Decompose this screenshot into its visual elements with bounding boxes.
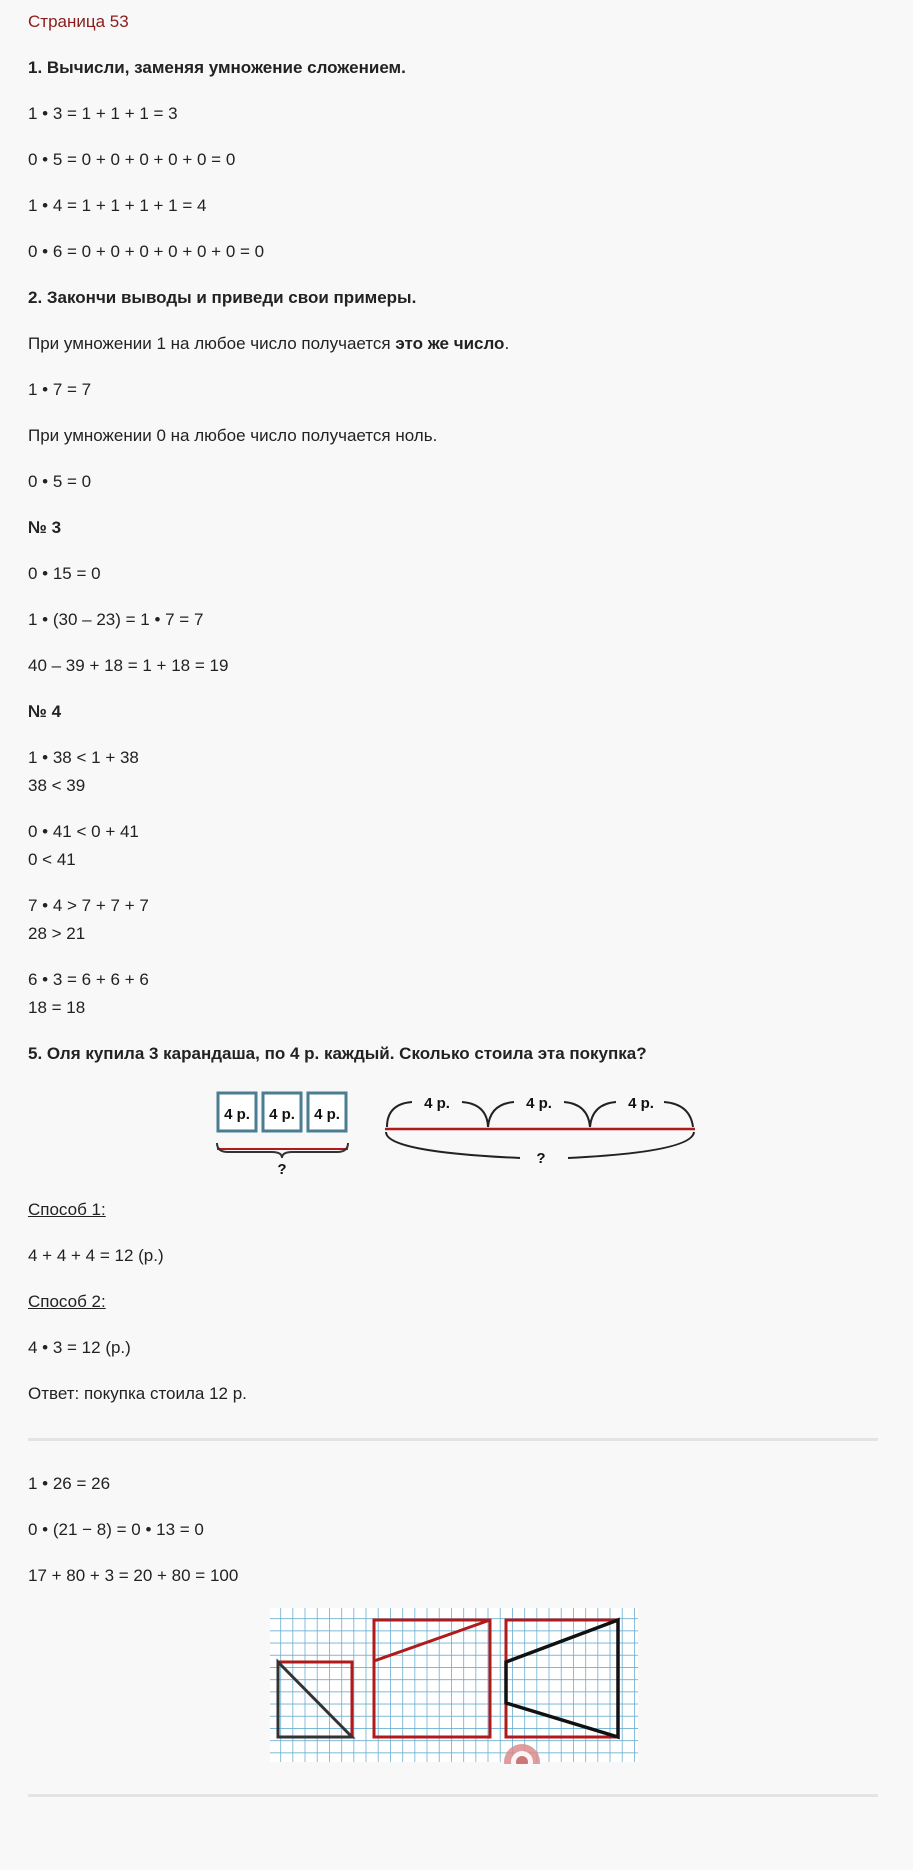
- page-title: Страница 53: [28, 12, 129, 31]
- divider-1: [28, 1438, 878, 1441]
- task4-line-2a: 0 • 41 < 0 + 41: [28, 822, 139, 841]
- method2-label: Способ 2:: [28, 1292, 106, 1311]
- task1-heading: 1. Вычисли, заменяя умножение сложением.: [28, 58, 406, 77]
- price-boxes: [217, 1093, 348, 1178]
- task4-line-1b: 38 < 39: [28, 776, 86, 795]
- task2-rule-1: [28, 334, 509, 354]
- task3-line-1: 0 • 15 = 0: [28, 564, 101, 583]
- arc-label-2: 4 р.: [526, 1095, 552, 1112]
- arc-question: ?: [536, 1150, 546, 1167]
- task1-line-1: 1 • 3 = 1 + 1 + 1 = 3: [28, 104, 178, 123]
- rule1-prefix: При умножении 1 на любое число получается: [28, 334, 396, 353]
- task2-example-2: 0 • 5 = 0: [28, 472, 92, 491]
- task4-line-2b: 0 < 41: [28, 850, 76, 869]
- task4-line-3a: 7 • 4 > 7 + 7 + 7: [28, 896, 149, 915]
- divider-2: [28, 1794, 878, 1797]
- price-box-label-2: 4 р.: [269, 1106, 295, 1123]
- extra-line-3: 17 + 80 + 3 = 20 + 80 = 100: [28, 1566, 239, 1585]
- method1-line: 4 + 4 + 4 = 12 (р.): [28, 1246, 164, 1265]
- extra-line-2: 0 • (21 − 8) = 0 • 13 = 0: [28, 1520, 204, 1539]
- task4-heading: № 4: [28, 702, 62, 721]
- task2-heading: 2. Закончи выводы и приведи свои примеры.: [28, 288, 417, 307]
- boxes-brace: [217, 1143, 348, 1158]
- task3-heading: № 3: [28, 518, 62, 537]
- task2-rule-2: При умножении 0 на любое число получается ноль.: [28, 426, 438, 445]
- task1-line-4: 0 • 6 = 0 + 0 + 0 + 0 + 0 + 0 = 0: [28, 242, 265, 261]
- task4-line-4b: 18 = 18: [28, 998, 86, 1017]
- task3-line-3: 40 – 39 + 18 = 1 + 18 = 19: [28, 656, 229, 675]
- task3-line-2: 1 • (30 – 23) = 1 • 7 = 7: [28, 610, 204, 629]
- task1-line-3: 1 • 4 = 1 + 1 + 1 + 1 = 4: [28, 196, 207, 215]
- arc-diagram: [385, 1095, 695, 1167]
- arc-label-1: 4 р.: [424, 1095, 450, 1112]
- boxes-question: ?: [277, 1161, 287, 1178]
- task2-example-1: 1 • 7 = 7: [28, 380, 92, 399]
- grid-lines: [270, 1608, 638, 1762]
- answer-line: Ответ: покупка стоила 12 р.: [28, 1384, 247, 1403]
- task5-heading: 5. Оля купила 3 карандаша, по 4 р. каждый. Сколько стоила эта покупка?: [28, 1044, 647, 1063]
- price-box-label-1: 4 р.: [224, 1106, 250, 1123]
- price-box-label-3: 4 р.: [314, 1106, 340, 1123]
- arc-label-3: 4 р.: [628, 1095, 654, 1112]
- task4-line-1a: 1 • 38 < 1 + 38: [28, 748, 139, 767]
- task4-line-3b: 28 > 21: [28, 924, 86, 943]
- task1-line-2: 0 • 5 = 0 + 0 + 0 + 0 + 0 = 0: [28, 150, 236, 169]
- task4-line-4a: 6 • 3 = 6 + 6 + 6: [28, 970, 149, 989]
- task5-diagram: [200, 1082, 720, 1182]
- rule1-bold: это же число: [395, 334, 505, 353]
- grid-figure: [268, 1606, 640, 1764]
- rule1-suffix: .: [504, 334, 510, 353]
- extra-line-1: 1 • 26 = 26: [28, 1474, 111, 1493]
- method1-label: Способ 1:: [28, 1200, 106, 1219]
- method2-line: 4 • 3 = 12 (р.): [28, 1338, 131, 1357]
